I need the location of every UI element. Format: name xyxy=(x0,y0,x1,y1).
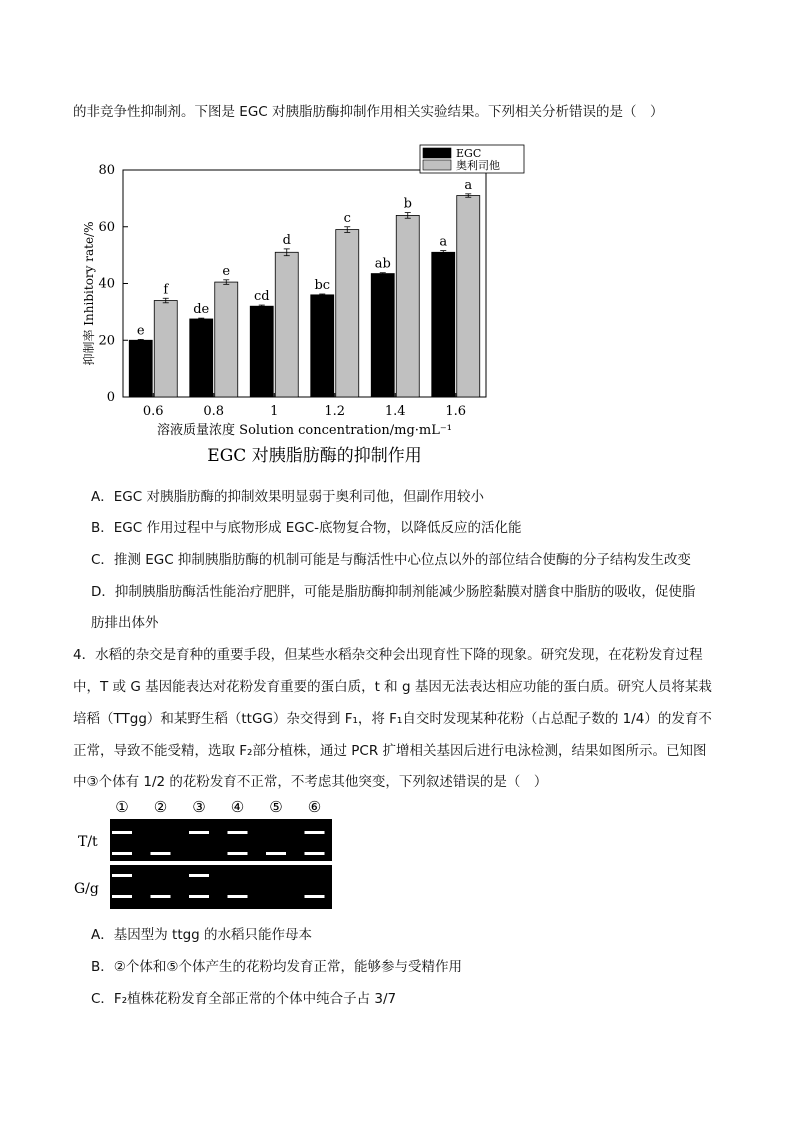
row-label-tt: T/t xyxy=(78,834,98,850)
bar-egc xyxy=(371,274,394,397)
gel-band xyxy=(151,852,171,855)
y-axis-label-cn: 抑制率 xyxy=(82,325,96,366)
legend-label: 奥利司他 xyxy=(456,159,500,172)
gel-figure xyxy=(70,795,360,915)
option-d: D．抑制胰脂肪酶活性能治疗肥胖，可能是脂肪酶抑制剂能减少肠腔黏膜对膳食中脂肪的吸收，促使脂 xyxy=(91,584,696,600)
lane-label: ③ xyxy=(192,798,206,816)
question-4-line-4: 正常，导致不能受精，选取 F₂部分植株，通过 PCR 扩增相关基因后进行电泳检测，结果如图所示。已知图 xyxy=(73,743,707,759)
gel-band xyxy=(189,831,209,834)
question-3-stem: 的非竞争性抑制剂。下图是 EGC 对胰脂肪酶抑制作用相关实验结果。下列相关分析错误的是（ ） xyxy=(73,104,664,120)
gel-band xyxy=(189,895,209,898)
significance-letter: ab xyxy=(374,256,391,272)
chart-svg xyxy=(78,140,538,470)
x-axis-label: 溶液质量浓度 Solution concentration/mg·mL⁻¹ xyxy=(157,423,452,438)
significance-letter: e xyxy=(136,323,145,339)
bar-chart xyxy=(78,140,538,470)
gel-band xyxy=(228,831,248,834)
gel-band xyxy=(305,831,325,834)
legend-label: EGC xyxy=(456,147,482,160)
question-4-line-2: 中，T 或 G 基因能表达对花粉发育重要的蛋白质，t 和 g 基因无法表达相应功能的蛋白质。研究人员将某栽 xyxy=(73,679,712,695)
option-b: B．EGC 作用过程中与底物形成 EGC-底物复合物，以降低反应的活化能 xyxy=(91,520,522,536)
x-tick-label: 1 xyxy=(270,404,279,419)
significance-letter: c xyxy=(343,210,351,226)
y-tick-label: 60 xyxy=(98,219,115,235)
option-c: C．推测 EGC 抑制胰脂肪酶的机制可能是与酶活性中心位点以外的部位结合使酶的分子结构发生改变 xyxy=(91,552,691,568)
bar-orlistat xyxy=(457,196,480,397)
gel-tt xyxy=(110,819,332,861)
bar-egc xyxy=(190,319,213,397)
gel-band xyxy=(266,852,286,855)
gel-band xyxy=(305,852,325,855)
y-tick-label: 80 xyxy=(98,163,115,178)
gel-band xyxy=(112,852,132,855)
q4-option-c: C．F₂植株花粉发育全部正常的个体中纯合子占 3/7 xyxy=(91,991,397,1007)
y-axis-label-en: Inhibitory rate/% xyxy=(82,221,96,326)
significance-letter: b xyxy=(403,196,412,212)
bar-orlistat xyxy=(215,282,238,397)
gel-band xyxy=(151,895,171,898)
x-tick-label: 1.6 xyxy=(445,404,467,419)
gel-gg xyxy=(110,865,332,909)
lane-label: ① xyxy=(115,798,129,816)
question-4-line-1: 4．水稻的杂交是育种的重要手段，但某些水稻杂交种会出现育性下降的现象。研究发现，在花粉发育过程 xyxy=(73,647,703,663)
bar-orlistat xyxy=(275,252,298,397)
legend-swatch xyxy=(423,148,451,158)
bar-orlistat xyxy=(336,230,359,397)
option-d-continued: 肪排出体外 xyxy=(91,615,159,631)
gel-band xyxy=(228,895,248,898)
bar-egc xyxy=(432,252,455,397)
chart-legend xyxy=(420,145,524,173)
row-label-gg: G/g xyxy=(74,881,99,897)
x-tick-label: 0.8 xyxy=(203,404,225,419)
significance-letter: a xyxy=(439,234,448,250)
significance-letter: a xyxy=(464,177,473,193)
bar-egc xyxy=(311,295,334,397)
x-tick-label: 1.2 xyxy=(324,404,346,419)
gel-svg xyxy=(70,795,360,915)
question-4-line-5: 中③个体有 1/2 的花粉发育不正常，不考虑其他突变，下列叙述错误的是（ ） xyxy=(73,774,548,790)
y-tick-label: 20 xyxy=(98,333,115,349)
significance-letter: bc xyxy=(314,277,331,293)
gel-band xyxy=(112,874,132,877)
lane-label: ⑤ xyxy=(269,798,283,816)
bar-egc xyxy=(129,340,152,397)
q4-option-b: B．②个体和⑤个体产生的花粉均发育正常，能够参与受精作用 xyxy=(91,959,462,975)
lane-label: ④ xyxy=(230,798,245,816)
gel-band xyxy=(228,852,248,855)
chart-labels xyxy=(137,178,472,339)
y-tick-label: 40 xyxy=(98,276,115,292)
x-tick-label: 0.6 xyxy=(142,404,164,419)
significance-letter: d xyxy=(282,232,291,248)
gel-band xyxy=(112,831,132,834)
significance-letter: f xyxy=(163,282,169,298)
chart-title: EGC 对胰脂肪酶的抑制作用 xyxy=(207,446,422,466)
x-tick-label: 1.4 xyxy=(384,404,406,419)
option-a: A．EGC 对胰脂肪酶的抑制效果明显弱于奥利司他，但副作用较小 xyxy=(91,489,484,505)
bar-orlistat xyxy=(154,301,177,397)
legend-swatch xyxy=(423,160,451,170)
lane-label: ⑥ xyxy=(307,798,322,816)
significance-letter: de xyxy=(193,302,210,318)
bar-orlistat xyxy=(396,215,419,397)
q4-option-a: A．基因型为 ttgg 的水稻只能作母本 xyxy=(91,927,313,943)
gel-band xyxy=(112,895,132,898)
bar-egc xyxy=(250,306,273,397)
question-4-line-3: 培稻（TTgg）和某野生稻（ttGG）杂交得到 F₁，将 F₁自交时发现某种花粉（占总配子数的 1/4）的发育不 xyxy=(73,711,712,727)
gel-band xyxy=(189,874,209,877)
gel-band xyxy=(305,895,325,898)
y-axis-label xyxy=(81,221,96,365)
significance-letter: cd xyxy=(253,289,270,305)
y-tick-label: 0 xyxy=(106,390,115,405)
significance-letter: e xyxy=(222,263,231,279)
lane-label: ② xyxy=(153,798,168,816)
chart-bars xyxy=(129,194,480,397)
